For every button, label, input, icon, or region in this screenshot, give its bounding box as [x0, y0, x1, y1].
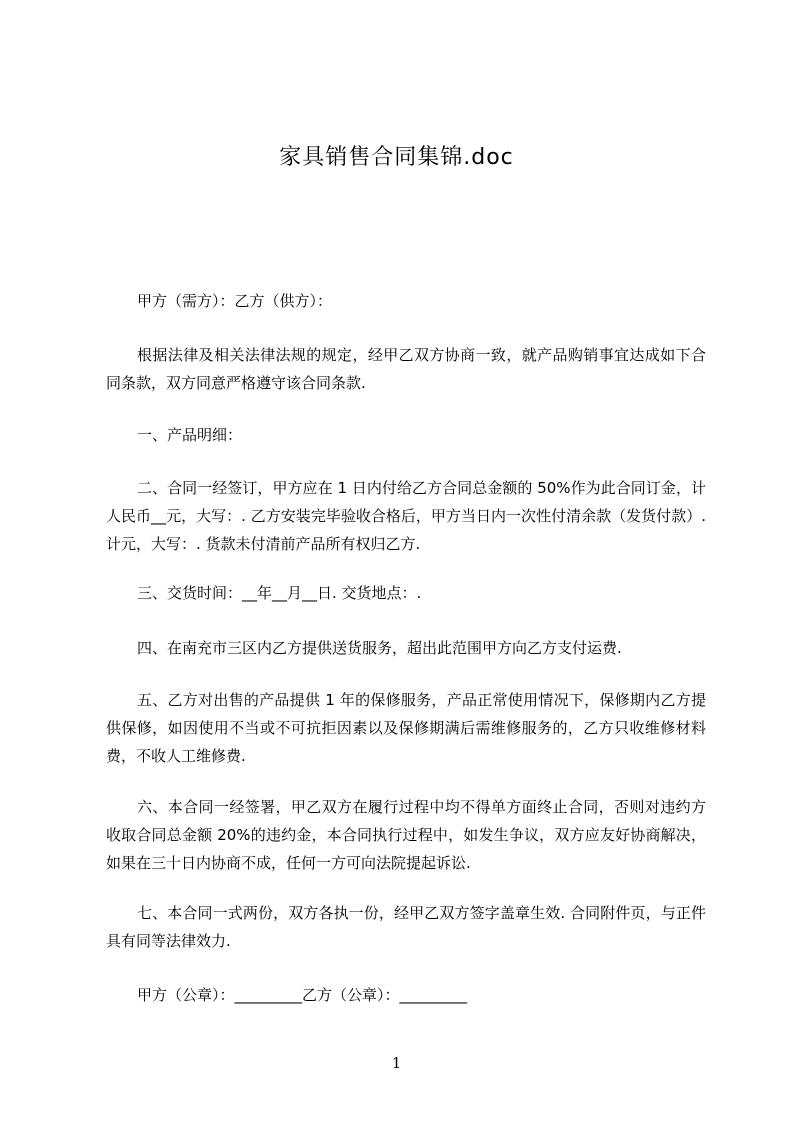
intro-paragraph: 根据法律及相关法律法规的规定，经甲乙双方协商一致，就产品购销事宜达成如下合同条款，双方同意严格遵守该合同条款. [106, 346, 706, 392]
clause-7: 七、本合同一式两份，双方各执一份，经甲乙双方签字盖章生效. 合同附件页，与正件具有同等法律效力. [106, 904, 706, 950]
document-title: 家具销售合同集锦.doc [279, 145, 514, 170]
signature-line: 甲方（公章）：_________乙方（公章）：_________ [137, 986, 468, 1004]
clause-6: 六、本合同一经签署，甲乙双方在履行过程中均不得单方面终止合同，否则对违约方收取合同总金额 20%的违约金，本合同执行过程中，如发生争议，双方应友好协商解决，如果在三十日内协商不成，任何一方可向法院提起诉讼. [106, 798, 706, 872]
clause-4: 四、在南充市三区内乙方提供送货服务，超出此范围甲方向乙方支付运费. [137, 639, 622, 657]
clause-2: 二、合同一经签订，甲方应在 1 日内付给乙方合同总金额的 50%作为此合同订金，计人民币__元，大写：. 乙方安装完毕验收合格后，甲方当日内一次性付清余款（发货付款）. 计元，大写：. 货款未付清前产品所有权归乙方. [106, 479, 706, 553]
clause-3: 三、交货时间：__年__月__日. 交货地点：. [137, 584, 422, 602]
clause-5: 五、乙方对出售的产品提供 1 年的保修服务，产品正常使用情况下，保修期内乙方提供保修，如因使用不当或不可抗拒因素以及保修期满后需维修服务的，乙方只收维修材料费，不收人工维修费. [106, 691, 706, 765]
page-number: 1 [391, 1054, 402, 1072]
clause-1: 一、产品明细： [137, 426, 243, 444]
parties-line: 甲方（需方）：乙方（供方）： [137, 292, 333, 310]
